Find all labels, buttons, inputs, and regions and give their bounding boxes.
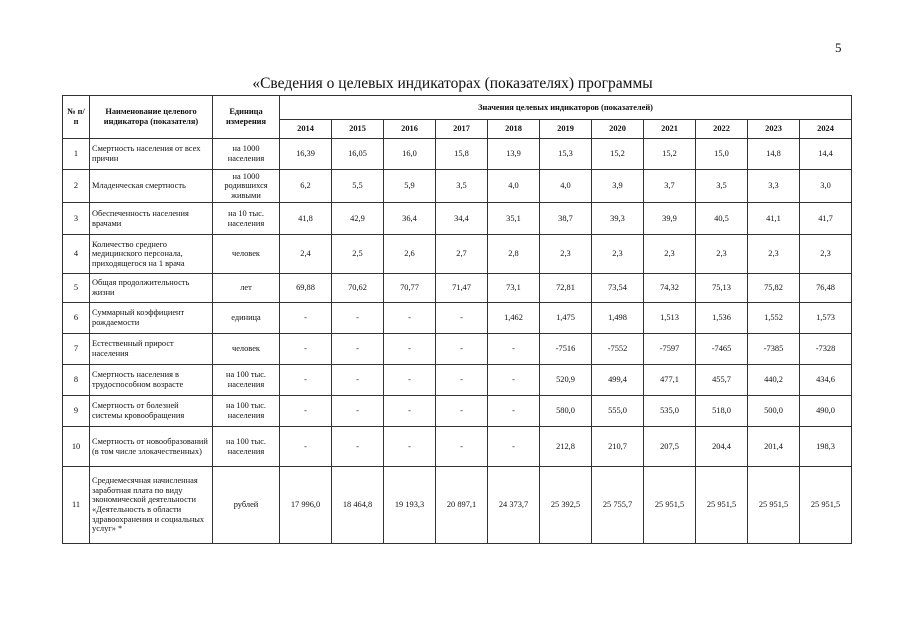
cell-value: 4,0 [540, 170, 592, 203]
cell-num: 10 [63, 427, 90, 467]
cell-value: - [436, 396, 488, 427]
cell-indicator-name: Среднемесячная начисленная заработная плата по виду экономической деятельности «Деятельность в области здравоохранения и социальных услуг» * [90, 467, 213, 544]
cell-unit: на 100 тыс. населения [213, 365, 280, 396]
cell-value: -7385 [748, 334, 800, 365]
cell-num: 11 [63, 467, 90, 544]
header-year: 2020 [592, 120, 644, 139]
cell-indicator-name: Смертность населения от всех причин [90, 139, 213, 170]
cell-value: 16,05 [332, 139, 384, 170]
header-year: 2023 [748, 120, 800, 139]
cell-value: 13,9 [488, 139, 540, 170]
cell-unit: на 1000 населения [213, 139, 280, 170]
cell-value: 2,5 [332, 235, 384, 274]
cell-unit: лет [213, 274, 280, 303]
cell-value: 555,0 [592, 396, 644, 427]
cell-num: 2 [63, 170, 90, 203]
table-row [63, 427, 852, 467]
header-year: 2015 [332, 120, 384, 139]
header-unit: Единица измерения [213, 96, 280, 139]
cell-value: 40,5 [696, 203, 748, 235]
cell-indicator-name: Естественный прирост населения [90, 334, 213, 365]
cell-value: 2,3 [748, 235, 800, 274]
cell-value: 4,0 [488, 170, 540, 203]
cell-value: 25 951,5 [748, 467, 800, 544]
cell-value: 535,0 [644, 396, 696, 427]
cell-value: 5,9 [384, 170, 436, 203]
cell-unit: единица [213, 303, 280, 334]
cell-indicator-name: Смертность населения в трудоспособном возрасте [90, 365, 213, 396]
cell-value: 2,3 [800, 235, 852, 274]
cell-value: -7552 [592, 334, 644, 365]
cell-value: - [436, 365, 488, 396]
cell-value: -7328 [800, 334, 852, 365]
cell-value: 18 464,8 [332, 467, 384, 544]
cell-value: 204,4 [696, 427, 748, 467]
cell-value: 1,475 [540, 303, 592, 334]
cell-value: 198,3 [800, 427, 852, 467]
table-row [63, 235, 852, 274]
table-row [63, 139, 852, 170]
cell-value: 3,5 [696, 170, 748, 203]
cell-value: 16,39 [280, 139, 332, 170]
cell-unit: на 10 тыс. населения [213, 203, 280, 235]
cell-value: 41,7 [800, 203, 852, 235]
cell-value: 25 951,5 [696, 467, 748, 544]
cell-value: 24 373,7 [488, 467, 540, 544]
cell-value: - [280, 365, 332, 396]
cell-value: 15,0 [696, 139, 748, 170]
header-year: 2024 [800, 120, 852, 139]
cell-value: 41,1 [748, 203, 800, 235]
cell-num: 6 [63, 303, 90, 334]
table-row [63, 170, 852, 203]
cell-indicator-name: Смертность от болезней системы кровообращения [90, 396, 213, 427]
cell-num: 5 [63, 274, 90, 303]
cell-value: 39,3 [592, 203, 644, 235]
cell-value: 3,9 [592, 170, 644, 203]
cell-value: 38,7 [540, 203, 592, 235]
cell-value: 499,4 [592, 365, 644, 396]
document-title: «Сведения о целевых индикаторах (показателях) программы [252, 75, 653, 92]
cell-unit: человек [213, 235, 280, 274]
cell-value: 212,8 [540, 427, 592, 467]
cell-value: 25 392,5 [540, 467, 592, 544]
cell-value: 35,1 [488, 203, 540, 235]
cell-value: 500,0 [748, 396, 800, 427]
cell-value: 75,82 [748, 274, 800, 303]
cell-value: - [332, 334, 384, 365]
cell-value: 17 996,0 [280, 467, 332, 544]
cell-value: 1,573 [800, 303, 852, 334]
cell-value: - [332, 365, 384, 396]
cell-value: 2,7 [436, 235, 488, 274]
cell-value: - [384, 427, 436, 467]
cell-value: -7516 [540, 334, 592, 365]
table-row [63, 203, 852, 235]
cell-value: 76,48 [800, 274, 852, 303]
cell-indicator-name: Младенческая смертность [90, 170, 213, 203]
cell-value: 39,9 [644, 203, 696, 235]
cell-indicator-name: Количество среднего медицинского персонала, приходящегося на 1 врача [90, 235, 213, 274]
cell-value: 3,0 [800, 170, 852, 203]
header-values-group: Значения целевых индикаторов (показателей) [280, 96, 852, 120]
cell-value: 74,32 [644, 274, 696, 303]
table-row [63, 334, 852, 365]
cell-value: 201,4 [748, 427, 800, 467]
cell-num: 3 [63, 203, 90, 235]
cell-value: - [488, 365, 540, 396]
page-number: 5 [835, 40, 842, 55]
cell-value: 2,3 [696, 235, 748, 274]
cell-value: - [332, 427, 384, 467]
cell-value: 6,2 [280, 170, 332, 203]
cell-value: - [488, 334, 540, 365]
cell-value: 2,8 [488, 235, 540, 274]
indicators-table [62, 95, 852, 544]
cell-value: - [436, 427, 488, 467]
cell-value: 16,0 [384, 139, 436, 170]
cell-unit: рублей [213, 467, 280, 544]
cell-value: - [488, 427, 540, 467]
cell-value: 2,3 [540, 235, 592, 274]
cell-value: 207,5 [644, 427, 696, 467]
cell-value: - [436, 303, 488, 334]
cell-value: 25 951,5 [800, 467, 852, 544]
cell-value: 1,513 [644, 303, 696, 334]
cell-value: 1,552 [748, 303, 800, 334]
header-num: № п/п [63, 96, 90, 139]
header-year: 2014 [280, 120, 332, 139]
cell-value: 2,6 [384, 235, 436, 274]
cell-num: 7 [63, 334, 90, 365]
cell-value: 490,0 [800, 396, 852, 427]
cell-unit: человек [213, 334, 280, 365]
cell-value: 25 755,7 [592, 467, 644, 544]
cell-value: 34,4 [436, 203, 488, 235]
cell-value: 15,8 [436, 139, 488, 170]
table-row [63, 274, 852, 303]
cell-value: 14,8 [748, 139, 800, 170]
cell-value: - [384, 334, 436, 365]
cell-value: - [280, 334, 332, 365]
cell-indicator-name: Смертность от новообразований (в том числе злокачественных) [90, 427, 213, 467]
cell-num: 8 [63, 365, 90, 396]
cell-value: 15,3 [540, 139, 592, 170]
cell-value: 580,0 [540, 396, 592, 427]
cell-indicator-name: Общая продолжительность жизни [90, 274, 213, 303]
cell-value: 5,5 [332, 170, 384, 203]
cell-value: 73,54 [592, 274, 644, 303]
cell-value: 210,7 [592, 427, 644, 467]
cell-value: 70,62 [332, 274, 384, 303]
cell-value: 434,6 [800, 365, 852, 396]
cell-value: - [384, 303, 436, 334]
cell-value: 1,498 [592, 303, 644, 334]
cell-value: 41,8 [280, 203, 332, 235]
cell-value: 518,0 [696, 396, 748, 427]
cell-num: 4 [63, 235, 90, 274]
header-year: 2022 [696, 120, 748, 139]
cell-value: 3,7 [644, 170, 696, 203]
table-row [63, 467, 852, 544]
cell-value: 19 193,3 [384, 467, 436, 544]
header-year: 2019 [540, 120, 592, 139]
cell-value: 2,3 [644, 235, 696, 274]
table-header [63, 96, 852, 139]
cell-value: 1,536 [696, 303, 748, 334]
cell-num: 1 [63, 139, 90, 170]
cell-indicator-name: Суммарный коэффициент рождаемости [90, 303, 213, 334]
cell-value: 440,2 [748, 365, 800, 396]
cell-unit: на 100 тыс. населения [213, 396, 280, 427]
cell-value: - [280, 303, 332, 334]
cell-value: - [280, 427, 332, 467]
cell-value: 14,4 [800, 139, 852, 170]
header-year: 2021 [644, 120, 696, 139]
cell-value: 3,3 [748, 170, 800, 203]
cell-value: 15,2 [644, 139, 696, 170]
cell-value: - [332, 303, 384, 334]
cell-value: - [280, 396, 332, 427]
cell-value: 42,9 [332, 203, 384, 235]
cell-value: - [384, 365, 436, 396]
cell-num: 9 [63, 396, 90, 427]
cell-value: 71,47 [436, 274, 488, 303]
table-row [63, 365, 852, 396]
cell-value: -7465 [696, 334, 748, 365]
cell-unit: на 100 тыс. населения [213, 427, 280, 467]
table-row [63, 303, 852, 334]
header-year: 2018 [488, 120, 540, 139]
cell-value: 455,7 [696, 365, 748, 396]
cell-value: - [436, 334, 488, 365]
table-body [63, 139, 852, 544]
cell-value: -7597 [644, 334, 696, 365]
cell-value: 520,9 [540, 365, 592, 396]
cell-value: 75,13 [696, 274, 748, 303]
cell-unit: на 1000 родившихся живыми [213, 170, 280, 203]
cell-value: - [332, 396, 384, 427]
cell-value: 2,3 [592, 235, 644, 274]
cell-value: 15,2 [592, 139, 644, 170]
cell-indicator-name: Обеспеченность населения врачами [90, 203, 213, 235]
cell-value: 20 897,1 [436, 467, 488, 544]
header-name: Наименование целевого индикатора (показателя) [90, 96, 213, 139]
cell-value: 3,5 [436, 170, 488, 203]
header-year: 2016 [384, 120, 436, 139]
cell-value: - [488, 396, 540, 427]
cell-value: 477,1 [644, 365, 696, 396]
cell-value: - [384, 396, 436, 427]
cell-value: 72,81 [540, 274, 592, 303]
cell-value: 70,77 [384, 274, 436, 303]
cell-value: 1,462 [488, 303, 540, 334]
table-row [63, 396, 852, 427]
cell-value: 73,1 [488, 274, 540, 303]
cell-value: 25 951,5 [644, 467, 696, 544]
cell-value: 2,4 [280, 235, 332, 274]
header-year: 2017 [436, 120, 488, 139]
cell-value: 69,88 [280, 274, 332, 303]
cell-value: 36,4 [384, 203, 436, 235]
